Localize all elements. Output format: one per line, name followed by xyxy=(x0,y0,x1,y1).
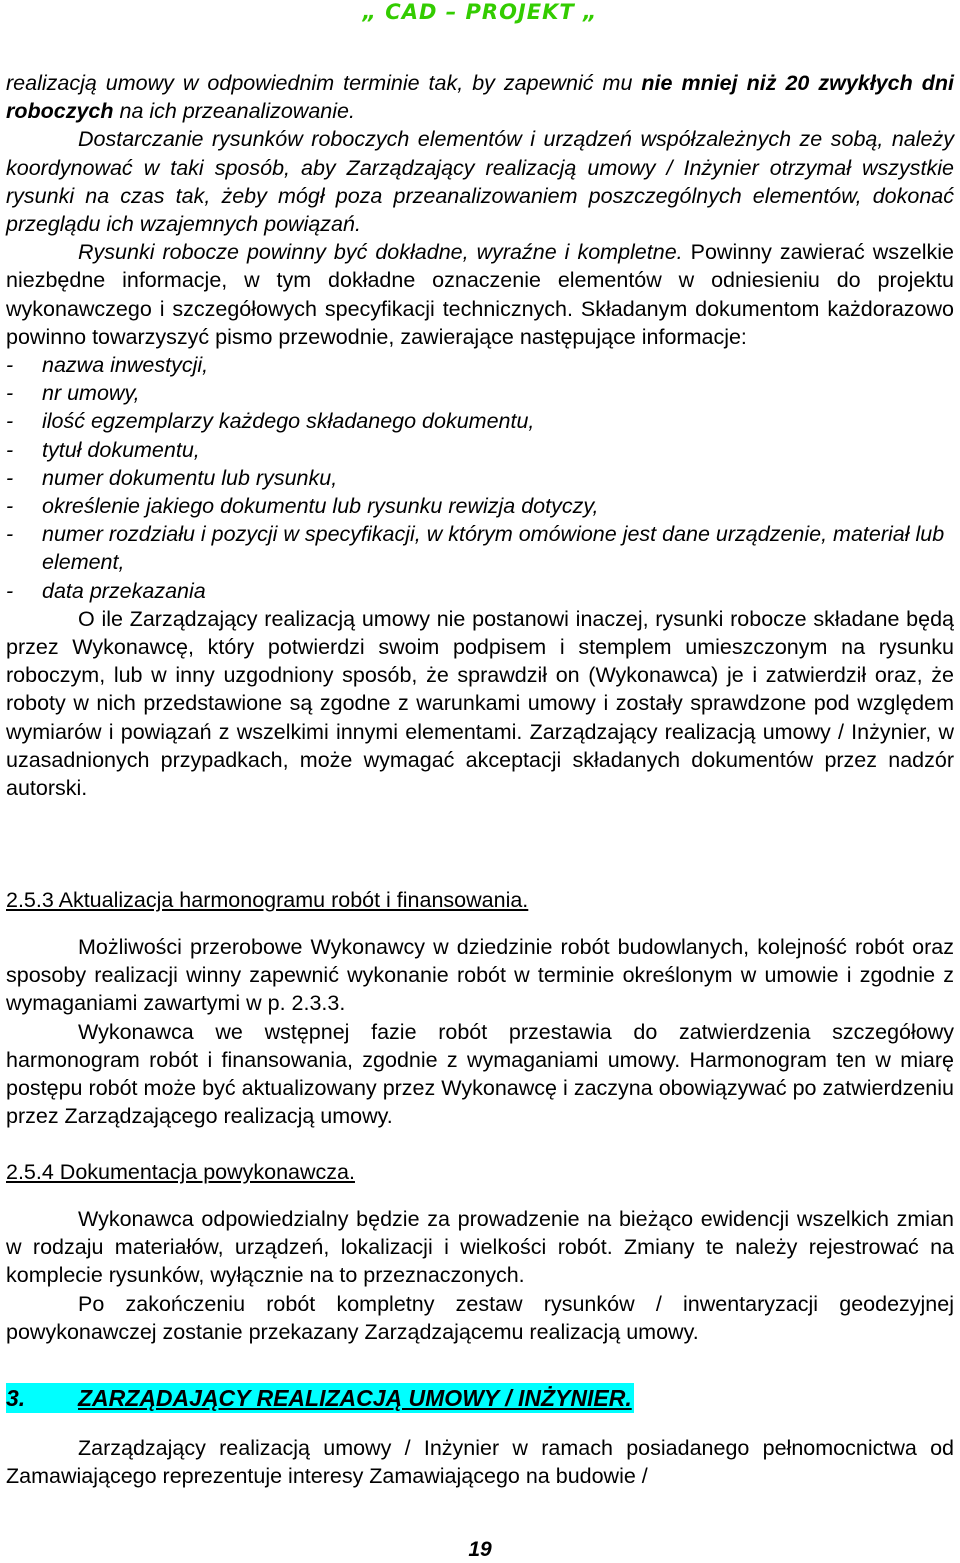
paragraph-schedule: Wykonawca we wstępnej fazie robót przestawia do zatwierdzenia szczegółowy harmonogram robót i finansowania, zgodnie z wymaganiami umowy. Harmonogram ten w miarę postępu robót może być aktualizowany przez Wykonawcę i zaczyna obowiązywać po zatwierdzeniu przez Zarządzającego realizacją umowy. xyxy=(6,1019,954,1129)
list-item xyxy=(6,464,954,492)
list-item-text: nazwa inwestycji, xyxy=(42,353,209,378)
list-item xyxy=(6,492,954,520)
list-item xyxy=(6,407,954,435)
body-block-2 xyxy=(6,933,954,1130)
body-block-4 xyxy=(6,1434,954,1490)
list-item-text: ilość egzemplarzy każdego składanego dokumentu, xyxy=(42,409,535,434)
list-item-text: numer rozdziału i pozycji w specyfikacji, w którym omówione jest dane urządzenie, materiał lub element, xyxy=(42,522,945,575)
body-block-3 xyxy=(6,1205,954,1346)
list-dash: - xyxy=(6,409,14,434)
required-info-list xyxy=(6,351,954,605)
list-item xyxy=(6,520,954,576)
section-heading-2-5-3: 2.5.3 Aktualizacja harmonogramu robót i finansowania. xyxy=(6,888,529,912)
list-dash: - xyxy=(6,578,14,603)
list-item-text: nr umowy, xyxy=(42,381,140,406)
section-heading-3-highlight: 3. ZARZĄDAJĄCY REALIZACJĄ UMOWY / INŻYNIER. xyxy=(6,1385,632,1411)
list-dash: - xyxy=(6,353,14,378)
list-item xyxy=(6,351,954,379)
paragraph-engineer-role: Zarządzający realizacją umowy / Inżynier w ramach posiadanego pełnomocnictwa od Zamawiającego reprezentuje interesy Zamawiającego na budowie / xyxy=(6,1436,954,1489)
page-header-logo: „ CAD – PROJEKT „ xyxy=(362,0,598,24)
list-dash: - xyxy=(6,465,14,490)
paragraph-records: Wykonawca odpowiedzialny będzie za prowadzenie na bieżąco ewidencji wszelkich zmian w rodzaju materiałów, urządzeń, lokalizacji i wielkości robót. Zmiany te należy rejestrować na komplecie rysunków, wyłącznie na to przeznaczonych. xyxy=(6,1207,954,1288)
list-dash: - xyxy=(6,522,14,547)
paragraph-intro: realizacją umowy w odpowiednim terminie tak, by zapewnić mu nie mniej niż 20 zwykłych dni roboczych na ich przeanalizowanie. xyxy=(6,71,954,124)
paragraph-handover: Po zakończeniu robót kompletny zestaw rysunków / inwentaryzacji geodezyjnej powykonawczej zostanie przekazany Zarządzającemu realizacją umowy. xyxy=(6,1291,954,1344)
page-number: 19 xyxy=(468,1538,492,1561)
body-block-1 xyxy=(6,69,954,802)
list-item-text: numer dokumentu lub rysunku, xyxy=(42,465,338,490)
paragraph-drawings-requirements: Rysunki robocze powinny być dokładne, wyraźne i kompletne. Powinny zawierać wszelkie niezbędne informacje, w tym dokładne oznaczenie elementów w odniesieniu do projektu wykonawczego i szczegółowych specyfikacji technicznych. Składanym dokumentom każdorazowo powinno towarzyszyć pismo przewodnie, zawierające następujące informacje: xyxy=(6,240,955,349)
list-item-text: tytuł dokumentu, xyxy=(42,437,200,462)
list-item xyxy=(6,436,954,464)
list-item-text: określenie jakiego dokumentu lub rysunku rewizja dotyczy, xyxy=(42,494,599,519)
list-item xyxy=(6,577,954,605)
list-item xyxy=(6,379,954,407)
section-heading-3 xyxy=(6,1383,634,1413)
section-heading-2-5-4: 2.5.4 Dokumentacja powykonawcza. xyxy=(6,1160,355,1184)
list-item-text: data przekazania xyxy=(42,578,206,603)
list-dash: - xyxy=(6,494,14,519)
paragraph-capacity: Możliwości przerobowe Wykonawcy w dziedzinie robót budowlanych, kolejność robót oraz sposoby realizacji winny zapewnić wykonanie robót w terminie określonym w umowie i zgodnie z wymaganiami zawartymi w p. 2.3.3. xyxy=(6,935,954,1016)
list-dash: - xyxy=(6,381,14,406)
list-dash: - xyxy=(6,437,14,462)
paragraph-coordination: Dostarczanie rysunków roboczych elementów i urządzeń współzależnych ze sobą, należy koordynować w taki sposób, aby Zarządzający realizacją umowy / Inżynier otrzymał wszystkie rysunki na czas tak, żeby mógł poza przeanalizowaniem poszczególnych elementów, dokonać przeglądu ich wzajemnych powiązań. xyxy=(6,127,954,237)
paragraph-approval: O ile Zarządzający realizacją umowy nie postanowi inaczej, rysunki robocze składane będą przez Wykonawcę, który potwierdzi swoim podpisem i stemplem umieszczonym na rysunku roboczym, lub w inny uzgodniony sposób, że sprawdził on (Wykonawca) je i zatwierdził oraz, że roboty w nich przedstawione są zgodne z warunkami umowy i zostały sprawdzone pod względem wymiarów i powiązań z wszelkimi innymi elementami. Zarządzający realizacją umowy / Inżynier, w uzasadnionych przypadkach, może wymagać akceptacji składanych dokumentów przez nadzór autorski. xyxy=(6,606,954,801)
